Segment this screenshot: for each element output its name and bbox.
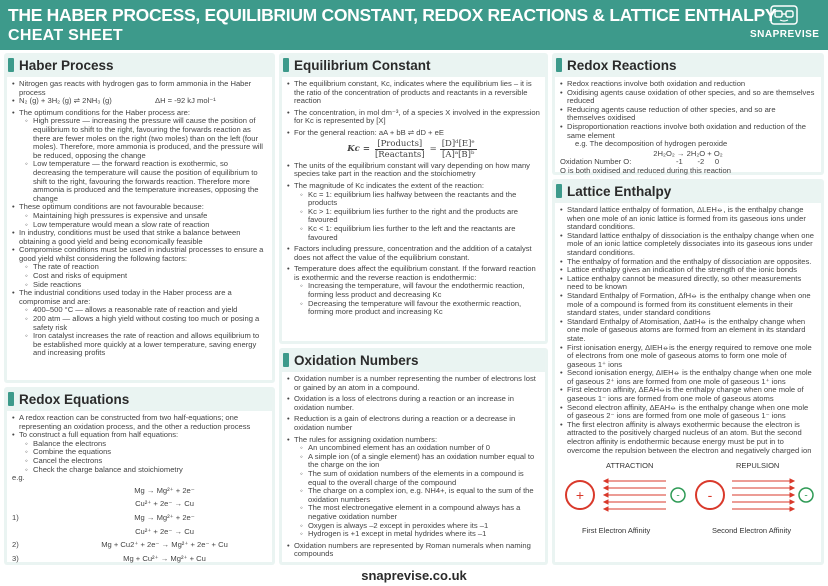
repulsion-arrows-icon [732, 479, 794, 511]
haber-title-text: Haber Process [19, 57, 114, 73]
kc-expression: Kc = $\frac{\text{[Products]}}{\text{[Reactants]}}$ = $\frac{\text{[D]ᵈ[E]ᵉ}}{\text{[A]ᵃ[B]ᵇ}}$ [347, 138, 475, 161]
svg-text:-: - [676, 490, 680, 502]
electron-left-icon [671, 488, 685, 502]
oxidation-numbers-body [282, 372, 545, 562]
svg-text:-: - [804, 490, 808, 502]
oxidation-numbers-title [279, 350, 548, 370]
sub-item: ◦ An uncombined element has an oxidation number of 0 [294, 444, 540, 453]
sub-item: ◦ The sum of oxidation numbers of the elements in a compound is equal to the overall charge of the compound [294, 470, 540, 487]
sub-item: ◦ Balance the electrons [19, 440, 267, 449]
sub-item: ◦ Check the charge balance and stoichiometry [19, 466, 267, 475]
list-item: • The equilibrium constant, Kc, indicates where the equilibrium lies – it is the ratio of the concentration of products and reactants in a reversible reaction [287, 80, 540, 106]
title-accent-bar [556, 58, 562, 72]
redox-reactions-panel [552, 53, 824, 175]
list-item: • Standard lattice enthalpy of dissociation is the enthalpy change when one mole of an ionic lattice completely dissociates into its gaseous ions under standard conditions. [560, 232, 816, 258]
haber-enthalpy: ΔH = -92 kJ mol⁻¹ [155, 96, 216, 106]
ox-title-text: Oxidation Numbers [294, 352, 419, 368]
lattice-enthalpy-body [555, 203, 821, 562]
list-item: • The industrial conditions used today in the Haber process are a compromise and are: ◦ 400–500 °C — allows a reasonable rate of reaction and yield ◦ 200 atm — allows a high yield without costing too much or posing a safety risk ◦ Iron catalyst increases the rate of reaction and allows equilibrium to be established more quickly at a lower temperature, saving energy and increasing profits [12, 289, 267, 358]
haber-process-title [4, 55, 275, 75]
redox-equations-panel [4, 387, 275, 565]
list-item: • First ionisation energy, ΔIEH⦵is the energy required to remove one mole of electrons from one mole of gaseous atoms to form one mole of gaseous 1⁺ ions [560, 344, 816, 370]
redox-equations-body [7, 411, 272, 562]
list-item: • The units of the equilibrium constant will vary depending on how many species take part in the reaction and the stoichiometry [287, 162, 540, 179]
redox-reactions-body [555, 77, 821, 175]
list-item: • Second electron affinity, ΔEAH⦵ is the enthalpy change when one mole of gaseous 2⁻ ions are formed from one mole of gaseous 1⁻ ions [560, 404, 816, 421]
logo-text: SNAPREVISE [750, 29, 820, 40]
snaprevise-logo [750, 4, 818, 46]
redox-r-title-text: Redox Reactions [567, 57, 677, 73]
list-item: • Factors including pressure, concentration and the addition of a catalyst does not affect the value of the equilibrium constant. [287, 245, 540, 262]
negative-ion-icon [696, 481, 724, 509]
equilibrium-constant-title [279, 55, 548, 75]
sub-item: ◦ 200 atm — allows a high yield without costing too much or posing a safety risk [19, 315, 267, 332]
redox-equations-title [4, 389, 275, 409]
redox-reactions-title [552, 55, 824, 75]
lattice-enthalpy-title [552, 181, 824, 201]
list-item: • Oxidising agents cause oxidation of other species, and so are themselves reduced [560, 89, 816, 106]
sub-item: ◦ Low temperature — the forward reaction is exothermic, so decreasing the temperature will cause the position of equilibrium to shift to the right, favouring the forwards reaction. Therefore more ammonia is produced and the temperature increases, opposing the change [19, 160, 267, 203]
lattice-title-text: Lattice Enthalpy [567, 183, 672, 199]
sub-item: ◦ Kc = 1: equilibrium lies halfway between the reactants and the products [294, 191, 540, 208]
sub-item: ◦ Cost and risks of equipment [19, 272, 267, 281]
second-ea-caption: Second Electron Affinity [712, 526, 792, 536]
list-item: • Disproportionation reactions involve both oxidation and reduction of the same element e.g. The decomposition of hydrogen peroxide [560, 123, 816, 149]
list-item: • In industry, conditions must be used that strike a balance between obtaining a good yield and being economically feasible [12, 229, 267, 246]
sub-item: ◦ Hydrogen is +1 except in metal hydrides where its –1 [294, 530, 540, 539]
repulsion-label: REPULSION [736, 461, 780, 471]
list-item: • Reducing agents cause reduction of other species, and so are themselves oxidised [560, 106, 816, 123]
list-item: • First electron affinity, ΔEAH⦵is the enthalpy change when one mole of gaseous 1⁻ ions are formed from one mole of gaseous atoms [560, 386, 816, 403]
redox-eq-title-text: Redox Equations [19, 391, 130, 407]
equation-row: Mg → Mg²⁺ + 2e⁻ [134, 485, 195, 495]
sub-item: ◦ Kc > 1: equilibrium lies further to the right and the products are favoured [294, 208, 540, 225]
sub-item: ◦ Kc < 1: equilibrium lies further to the left and the reactants are favoured [294, 225, 540, 242]
footer-url[interactable]: snaprevise.co.uk [361, 568, 467, 583]
sub-item: ◦ Cancel the electrons [19, 457, 267, 466]
svg-text:+: + [575, 487, 585, 504]
sub-item: ◦ Low temperature would mean a slow rate of reaction [19, 221, 267, 230]
list-item: • Compromise conditions must be used in industrial processes to ensure a good yield whilst considering the following factors: ◦ The rate of reaction ◦ Cost and risks of equipment ◦ Side reactions [12, 246, 267, 289]
lattice-enthalpy-panel [552, 179, 824, 565]
title-accent-bar [283, 353, 289, 367]
title-accent-bar [8, 58, 14, 72]
page-subtitle: CHEAT SHEET [8, 27, 124, 44]
eqc-title-text: Equilibrium Constant [294, 57, 431, 73]
sub-item: ◦ Side reactions [19, 281, 267, 290]
list-item: • A redox reaction can be constructed from two half-equations; one representing an oxidation process, and the other a reduction process [12, 414, 267, 431]
haber-equation: • N₂ (g) + 3H₂ (g) ⇌ 2NH₃ (g) [19, 96, 112, 106]
kc-fraction-words: $\frac{\text{[Products]}}{\text{[Reactants]}}$ [374, 138, 425, 161]
list-item: • Oxidation numbers are represented by Roman numerals when naming compounds [287, 542, 540, 559]
equation-row: 3) Mg + Cu²⁺ → Mg²⁺ + Cu [12, 553, 206, 563]
list-item: • The enthalpy of formation and the enthalpy of dissociation are opposites. [560, 258, 816, 267]
sub-item: ◦ Maintaining high pressures is expensive and unsafe [19, 212, 267, 221]
list-item: • Reduction is a gain of electrons during a reaction or a decrease in oxidation number [287, 415, 540, 432]
list-item: • The optimum conditions for the Haber process are: ◦ High pressure — increasing the pressure will cause the position of equilibrium to shift to the right, favouring the forwards reaction as there are fewer moles on the right (two moles) than on the left (four moles). Therefore, more ammonia is produced, and the pressure will be reduced, opposing the change ◦ Low temperature — the forward reaction is exothermic, so decreasing the temperature will cause the position of equilibrium to shift to the right, favouring the forwards reaction. Therefore more ammonia is produced and the temperature increases, opposing the change [12, 109, 267, 204]
first-ea-caption: First Electron Affinity [582, 526, 651, 536]
list-item: • Oxidation is a loss of electrons during a reaction or an increase in oxidation number. [287, 395, 540, 412]
svg-text:-: - [707, 487, 713, 504]
list-item [12, 97, 267, 106]
equation-row: 2) Mg + Cu2⁺ + 2e⁻ → Mg²⁺ + 2e⁻ + Cu [12, 540, 228, 550]
kc-fraction-symbols: $\frac{\text{[D]ᵈ[E]ᵉ}}{\text{[A]ᵃ[B]ᵇ}}$ [441, 138, 475, 161]
list-item: • The first electron affinity is always exothermic because the electron is attracted to the positively charged nucleus of an atom. But the second electron affinity is endothermic because energy must be put in to overcome the repulsion between the electron and negatively charged ion [560, 421, 816, 455]
list-item: • Lattice enthalpy cannot be measured directly, so other measurements need to be known [560, 275, 816, 292]
electron-right-icon [799, 488, 813, 502]
list-item: • These optimum conditions are not favourable because: ◦ Maintaining high pressures is expensive and unsafe ◦ Low temperature would mean a slow rate of reaction [12, 203, 267, 229]
sub-item: ◦ The rate of reaction [19, 263, 267, 272]
page-title: THE HABER PROCESS, EQUILIBRIUM CONSTANT, REDOX REACTIONS & LATTICE ENTHALPY [8, 5, 777, 25]
list-item: • Oxidation number is a number representing the number of electrons lost or gained by an atom in a compound. [287, 375, 540, 392]
list-item: • Second ionisation energy, ΔIEH⦵ is the enthalpy change when one mole of gaseous 2⁺ ions are formed from one mole of gaseous 1⁺ ions [560, 369, 816, 386]
list-item: • Lattice enthalpy gives an indication of the strength of the ionic bonds [560, 266, 816, 275]
list-item: • Redox reactions involve both oxidation and reduction [560, 80, 816, 89]
haber-process-panel [4, 53, 275, 383]
electron-affinity-svg [560, 459, 818, 537]
attraction-label: ATTRACTION [606, 461, 654, 471]
oxidation-number-row: Oxidation Number O: -1 -2 0 [560, 157, 720, 167]
example-label: e.g. [12, 473, 25, 483]
list-item: • The concentration, in mol dm⁻³, of a species X involved in the expression for Kc is represented by [X] [287, 109, 540, 126]
equation-row: Cu²⁺ + 2e⁻ → Cu [135, 499, 194, 509]
glasses-logo-icon [769, 4, 799, 26]
list-item: • The magnitude of Kc indicates the extent of the reaction: ◦ Kc = 1: equilibrium lies halfway between the reactants and the products ◦ Kc > 1: equilibrium lies further to the right and the products are favoured ◦ Kc < 1: equilibrium lies further to the left and the reactants are favoured [287, 182, 540, 242]
equation-row: 1) Mg → Mg²⁺ + 2e⁻ [12, 512, 195, 522]
sub-item: ◦ Iron catalyst increases the rate of reaction and allows equilibrium to be established more quickly at a lower temperature, saving energy and increasing profits [19, 332, 267, 358]
sub-item: ◦ The most electronegative element in a compound always has a negative oxidation number [294, 504, 540, 521]
list-item: • The rules for assigning oxidation numbers: ◦ An uncombined element has an oxidation number of 0 ◦ A simple ion (of a single element) has an oxidation number equal to the charge on the ion ◦ The sum of oxidation numbers of the elements in a compound is equal to the overall charge of the compound ◦ The charge on a complex ion, e.g. NH4+, is equal to the sum of the oxidation numbers ◦ The most electronegative element in a compound always has a negative oxidation number ◦ Oxygen is always –2 except in peroxides where its –1 ◦ Hydrogen is +1 except in metal hydrides where its –1 [287, 436, 540, 539]
title-accent-bar [8, 392, 14, 406]
sub-item: ◦ Combine the equations [19, 448, 267, 457]
title-accent-bar [283, 58, 289, 72]
attraction-arrows-icon [604, 479, 666, 511]
list-item: • For the general reaction: aA + bB ⇌ dD + eE [287, 129, 540, 138]
sub-item: ◦ High pressure — increasing the pressure will cause the position of equilibrium to shift to the right, favouring the forwards reaction as there are fewer moles on the right (two moles) than on the left (four moles). Therefore, more ammonia is produced, and the pressure will be reduced, opposing the change [19, 117, 267, 160]
oxidation-numbers-panel [279, 348, 548, 565]
electron-affinity-diagram [560, 459, 816, 537]
haber-process-body [7, 77, 272, 380]
sub-item: ◦ A simple ion (of a single element) has an oxidation number equal to the charge on the ion [294, 453, 540, 470]
sub-item: ◦ Increasing the temperature, will favour the endothermic reaction, forming less product and decreasing Kc [294, 282, 540, 299]
list-item: • Temperature does affect the equilibrium constant. If the forward reaction is exothermic and the reverse reaction is endothermic: ◦ Increasing the temperature, will favour the endothermic reaction, forming less product and decreasing Kc ◦ Decreasing the temperature will favour the exothermic reaction, forming more product and increasing Kc [287, 265, 540, 317]
equation-row: Cu²⁺ + 2e⁻ → Cu [135, 526, 194, 536]
sub-item: ◦ Oxygen is always –2 except in peroxides where its –1 [294, 522, 540, 531]
positive-nucleus-icon [566, 481, 594, 509]
header-banner [0, 0, 828, 50]
sub-item: ◦ The charge on a complex ion, e.g. NH4+, is equal to the sum of the oxidation numbers [294, 487, 540, 504]
equilibrium-constant-body [282, 77, 545, 341]
list-item: • Standard Enthalpy of Formation, ΔfH⦵ is the enthalpy change when one mole of a compound is formed from its constituent elements in their standard states, under standard conditions [560, 292, 816, 318]
list-item: • Standard lattice enthalpy of formation, ΔLEH⦵, is the enthalpy change when one mole of an ionic lattice is formed from its gaseous ions under standard conditions. [560, 206, 816, 232]
list-item: • Standard Enthalpy of Atomisation, ΔatH⦵ is the enthalpy change when one mole of gaseous atoms are formed from an element in its standard state. [560, 318, 816, 344]
conclusion-text: O is both oxidised and reduced during this reaction [560, 165, 731, 175]
sub-item: ◦ Decreasing the temperature will favour the exothermic reaction, forming more product and increasing Kc [294, 300, 540, 317]
decomposition-equation: 2H₂O₂ → 2H₂O + O₂ [653, 148, 723, 158]
list-item: • To construct a full equation from half equations: ◦ Balance the electrons ◦ Combine the equations ◦ Cancel the electrons ◦ Check the charge balance and stoichiometry [12, 431, 267, 474]
title-accent-bar [556, 184, 562, 198]
sub-item: ◦ 400–500 °C — allows a reasonable rate of reaction and yield [19, 306, 267, 315]
equilibrium-constant-panel [279, 53, 548, 344]
list-item: • Nitrogen gas reacts with hydrogen gas to form ammonia in the Haber process [12, 80, 267, 97]
